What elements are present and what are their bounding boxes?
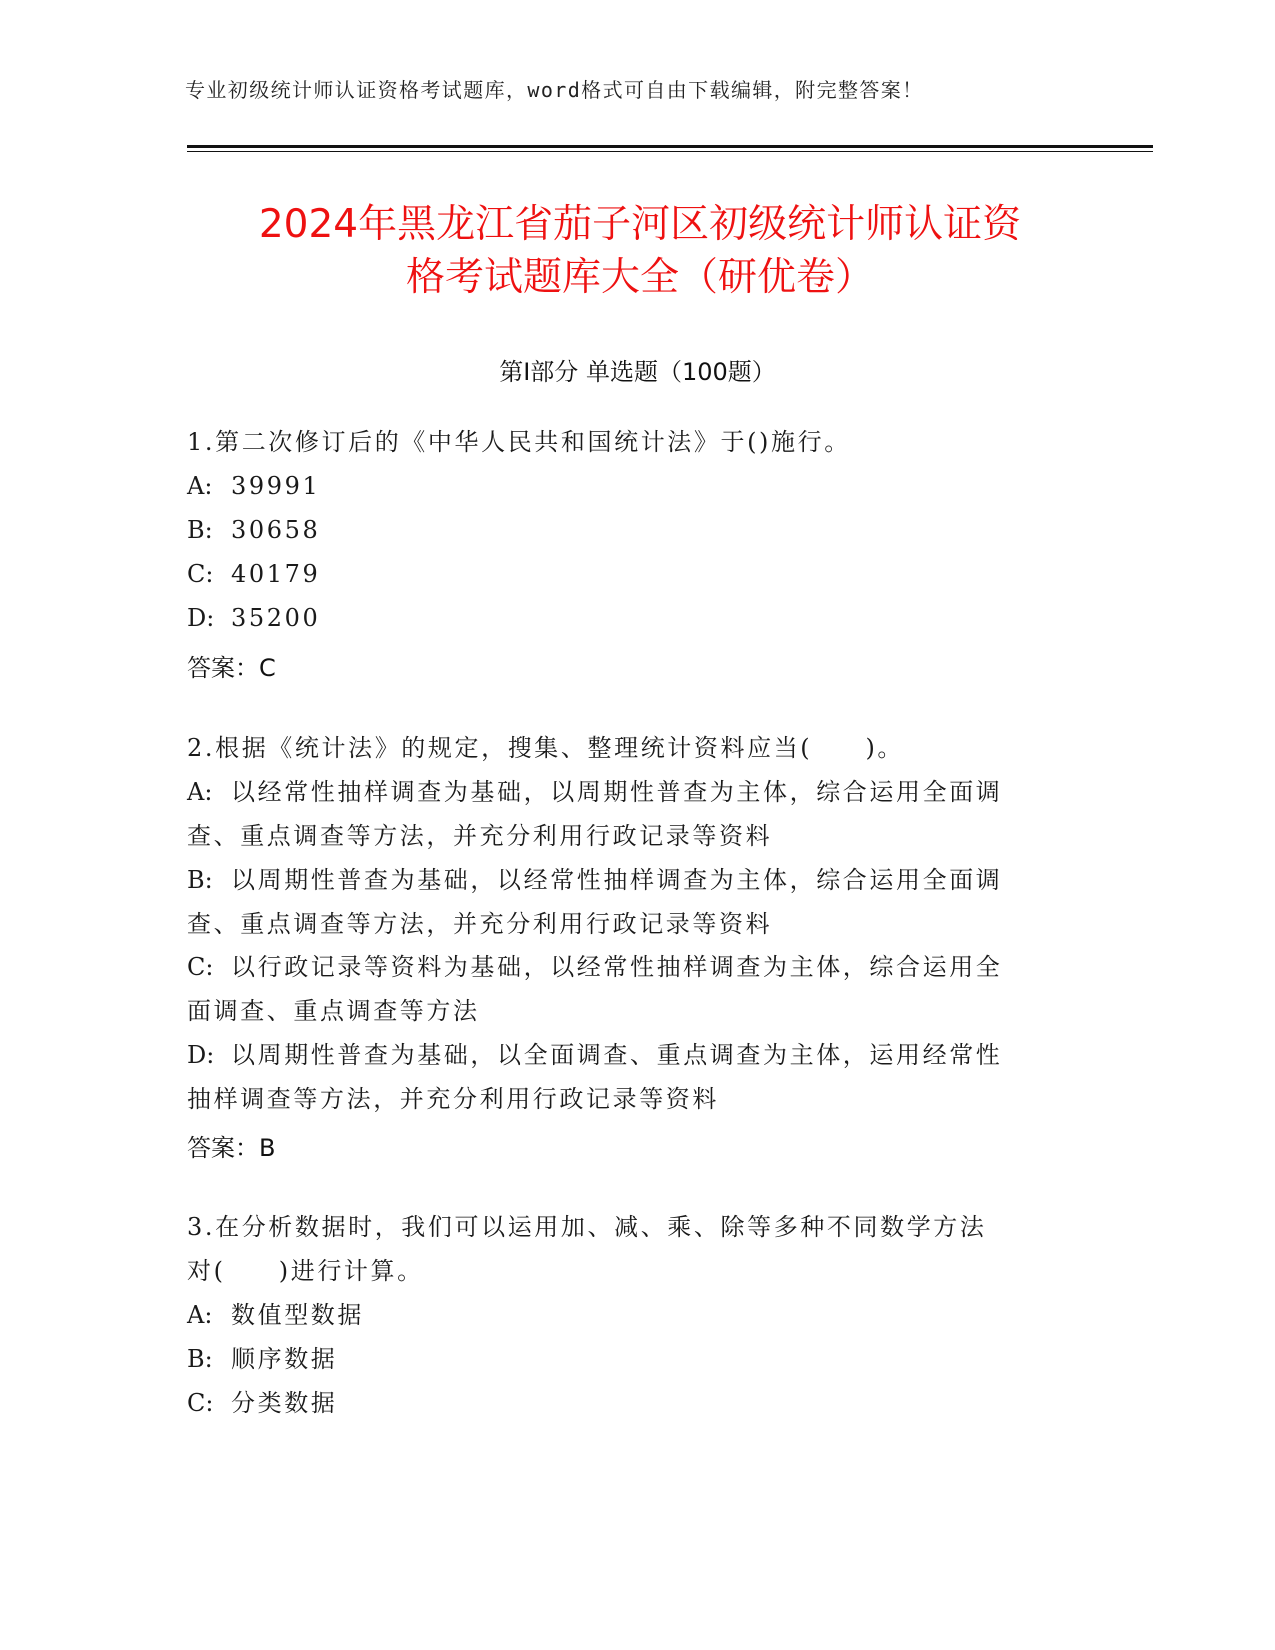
option-text: 30658 <box>231 516 321 544</box>
question-1-option-d <box>187 603 320 633</box>
option-text: 顺序数据 <box>231 1345 338 1373</box>
option-label: D: <box>187 604 215 632</box>
question-2-option-a <box>187 777 1002 807</box>
option-text: 以经常性抽样调查为基础，以周期性普查为主体，综合运用全面调 <box>231 778 1003 806</box>
option-text: 以周期性普查为基础，以经常性抽样调查为主体，综合运用全面调 <box>231 866 1003 894</box>
question-1-option-b <box>187 515 320 545</box>
option-label: C: <box>187 1389 214 1417</box>
question-2-option-a-cont: 查、重点调查等方法，并充分利用行政记录等资料 <box>187 822 773 850</box>
question-3-option-a <box>187 1300 364 1330</box>
option-label: A: <box>187 1301 213 1329</box>
document-title-line-2: 格考试题库大全（研优卷） <box>405 255 874 300</box>
question-2-option-c-cont: 面调查、重点调查等方法 <box>187 997 480 1025</box>
question-3-stem-cont: 对( )进行计算。 <box>187 1257 424 1285</box>
question-1-option-c <box>187 559 320 589</box>
header-divider-thin <box>187 151 1153 152</box>
option-label: C: <box>187 560 214 588</box>
question-2-option-d-cont: 抽样调查等方法，并充分利用行政记录等资料 <box>187 1085 719 1113</box>
section-heading: 第Ⅰ部分 单选题（100题） <box>499 358 776 386</box>
header-note: 专业初级统计师认证资格考试题库，word格式可自由下载编辑，附完整答案！ <box>185 78 924 102</box>
question-1-answer: 答案：C <box>187 654 276 682</box>
option-label: C: <box>187 953 214 981</box>
header-divider-thick <box>187 145 1153 148</box>
question-1-stem: 1.第二次修订后的《中华人民共和国统计法》于()施行。 <box>187 428 851 456</box>
question-3-option-b <box>187 1344 337 1374</box>
option-text: 以周期性普查为基础，以全面调查、重点调查为主体，运用经常性 <box>231 1041 1003 1069</box>
option-text: 数值型数据 <box>231 1301 364 1329</box>
question-2-stem: 2.根据《统计法》的规定，搜集、整理统计资料应当( )。 <box>187 734 905 762</box>
option-label: B: <box>187 1345 213 1373</box>
document-title-line-1: 2024年黑龙江省茄子河区初级统计师认证资 <box>258 202 1022 247</box>
option-text: 35200 <box>231 604 321 632</box>
question-3-option-c <box>187 1388 337 1418</box>
option-text: 以行政记录等资料为基础，以经常性抽样调查为主体，综合运用全 <box>231 953 1003 981</box>
question-2-option-b <box>187 865 1002 895</box>
question-3-stem: 3.在分析数据时，我们可以运用加、减、乘、除等多种不同数学方法 <box>187 1213 987 1241</box>
option-text: 40179 <box>231 560 321 588</box>
question-1-option-a <box>187 471 320 501</box>
option-label: D: <box>187 1041 215 1069</box>
document-title <box>180 198 1100 304</box>
question-2-option-b-cont: 查、重点调查等方法，并充分利用行政记录等资料 <box>187 910 773 938</box>
question-2-answer: 答案：B <box>187 1134 276 1162</box>
option-label: A: <box>187 778 213 806</box>
option-text: 分类数据 <box>231 1389 338 1417</box>
question-2-option-c <box>187 952 1002 982</box>
option-label: B: <box>187 516 213 544</box>
option-label: B: <box>187 866 213 894</box>
question-2-option-d <box>187 1040 1002 1070</box>
option-label: A: <box>187 472 213 500</box>
option-text: 39991 <box>231 472 321 500</box>
